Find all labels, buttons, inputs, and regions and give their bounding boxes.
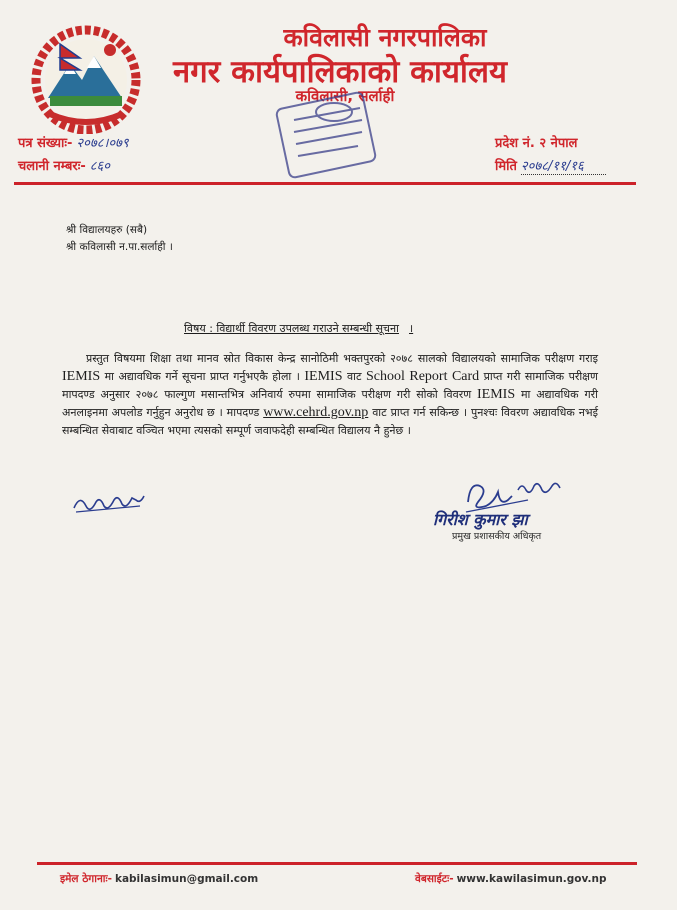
header-divider: [14, 182, 636, 185]
org-name: कविलासी नगरपालिका: [283, 23, 487, 52]
addressee-line-2: श्री कविलासी न.पा.सर्लाही ।: [66, 241, 173, 253]
addressee-line-1: श्री विद्यालयहरु (सबै): [66, 224, 148, 236]
footer-website: वेबसाईटः- www.kawilasimun.gov.np: [415, 873, 607, 885]
signatory-title: प्रमुख प्रशासकीय अधिकृत: [452, 531, 542, 542]
subject-line: विषय : विद्यार्थी विवरण उपलब्ध गराउने सम्बन्धी सूचना ।: [184, 322, 414, 335]
dispatch-number: चलानी नम्बरः- ८६०: [18, 159, 111, 174]
office-name: नगर कार्यपालिकाको कार्यालय: [173, 54, 507, 90]
office-stamp-icon: [272, 90, 382, 180]
nepal-emblem-icon: [30, 24, 142, 134]
footer-divider: [37, 862, 637, 865]
body-paragraph: प्रस्तुत विषयमा शिक्षा तथा मानव स्रोत विकास केन्द्र सानोठिमी भक्तपुरको २०७८ सालको विद्यालयको सामाजिक परीक्षण गराइ IEMIS मा अद्यावधिक गर्ने सूचना प्राप्त गर्नुभएकै होला । IEMIS वाट School Report Card प्राप्त गरी सामाजिक परीक्षण मापदण्ड अनुसार २०७८ फाल्गुण मसान्तभित्र अनिवार्य रुपमा सामाजिक परीक्षण गरी सोको विवरण IEMIS मा अद्यावधिक गरी अनलाइनमा अपलोड गर्नुहुन अनुरोध छ । मापदण्ड www.cehrd.gov.np वाट प्राप्त गर्न सकिन्छ । पुनश्चः विवरण अद्यावधिक नभई सम्बन्धित सेवाबाट वञ्चित भएमा त्यसको सम्पूर्ण जवाफदेही सम्बन्धित विद्यालय नै हुनेछ ।: [62, 352, 599, 437]
ref-number: पत्र संख्याः- २०७८।०७९: [18, 136, 129, 151]
signatory-name: गिरीश कुमार झा: [433, 510, 528, 529]
website-link[interactable]: www.kawilasimun.gov.np: [456, 873, 607, 885]
email-link[interactable]: kabilasimun@gmail.com: [114, 873, 259, 885]
province-label: प्रदेश नं. २ नेपाल: [495, 136, 578, 151]
footer-email: इमेल ठेगानाः- kabilasimun@gmail.com: [60, 873, 259, 885]
cehrd-website-link[interactable]: www.cehrd.gov.np: [263, 405, 369, 420]
office-address: कविलासी, सर्लाही: [295, 87, 395, 105]
initials-signature-icon: [70, 488, 148, 516]
date-field: मिति २०७८/११/१६: [495, 158, 606, 176]
